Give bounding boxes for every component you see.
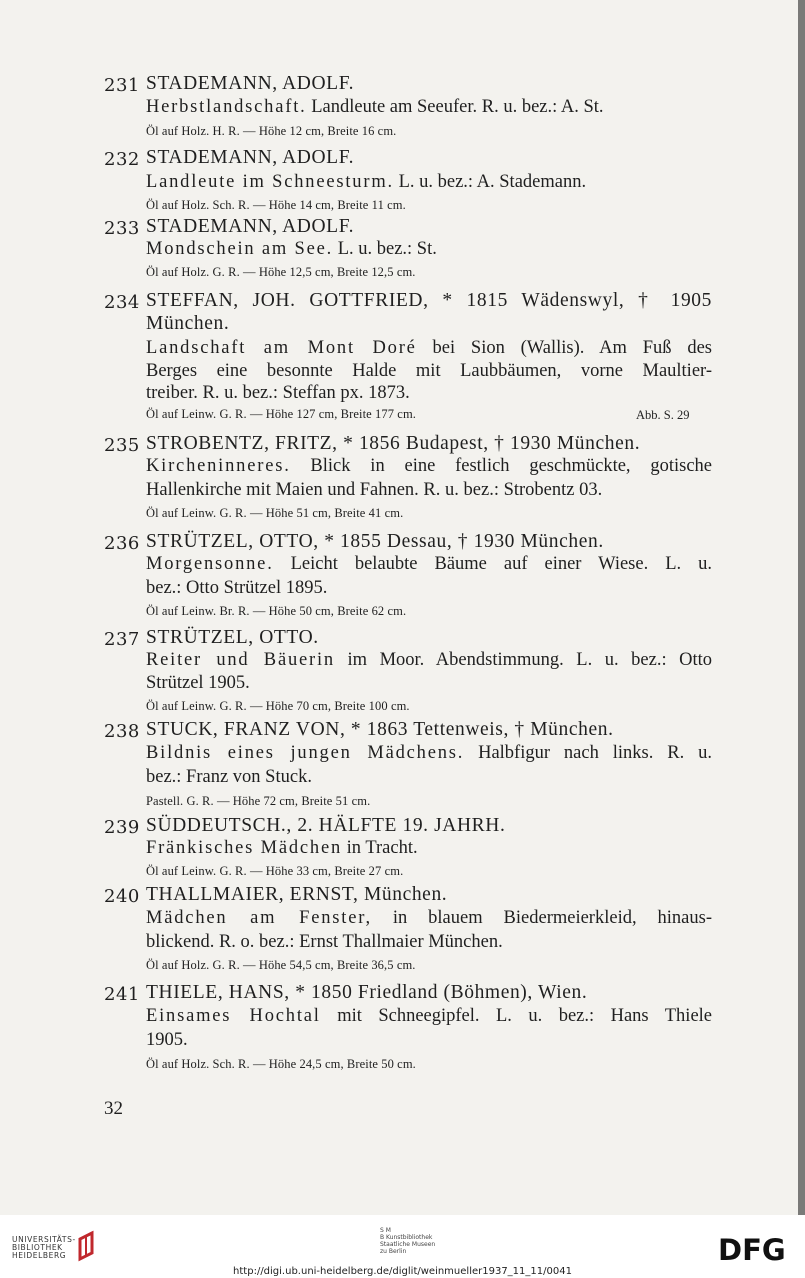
ub-heidelberg-logo-icon bbox=[72, 1229, 98, 1263]
artwork-title: Mädchen am Fenster, bbox=[146, 908, 372, 928]
entry-description-line bbox=[146, 383, 410, 404]
description-text: bez.: Franz von Stuck. bbox=[146, 767, 312, 787]
ub-heidelberg-label: UNIVERSITÄTS- BIBLIOTHEK HEIDELBERG bbox=[12, 1235, 76, 1260]
entry-description-line bbox=[146, 673, 250, 694]
entry-artist: THIELE, HANS, * 1850 Friedland (Böhmen), Wien. bbox=[146, 982, 588, 1003]
description-text: Strützel 1905. bbox=[146, 673, 250, 693]
entry-number: 234 bbox=[104, 292, 140, 313]
entry-description-line bbox=[146, 456, 712, 477]
description-text: Halbfigur nach links. R. u. bbox=[464, 743, 712, 763]
permalink-url[interactable]: http://digi.ub.uni-heidelberg.de/diglit/weinmueller1937_11_11/0041 bbox=[233, 1266, 572, 1277]
entry-artist: STADEMANN, ADOLF. bbox=[146, 216, 355, 237]
page-number: 32 bbox=[104, 1098, 123, 1119]
entry-description-line bbox=[146, 480, 602, 501]
artwork-title: Reiter und Bäuerin bbox=[146, 650, 335, 670]
entry-number: 233 bbox=[104, 218, 140, 239]
entry-artist: STRÜTZEL, OTTO. bbox=[146, 627, 319, 648]
entry-number: 239 bbox=[104, 817, 140, 838]
entry-description-line bbox=[146, 578, 327, 599]
entry-technique-dimensions: Öl auf Holz. Sch. R. — Höhe 14 cm, Breite 11 cm. bbox=[146, 198, 406, 212]
entry-number: 241 bbox=[104, 984, 140, 1005]
entry-artist: STROBENTZ, FRITZ, * 1856 Budapest, † 1930 München. bbox=[146, 433, 641, 454]
entry-artist: STADEMANN, ADOLF. bbox=[146, 73, 355, 94]
entry-technique-dimensions: Öl auf Holz. G. R. — Höhe 54,5 cm, Breite 36,5 cm. bbox=[146, 958, 416, 972]
entry-description-line bbox=[146, 932, 503, 953]
entry-description-line bbox=[146, 1030, 188, 1051]
description-text: Landleute am Seeufer. R. u. bez.: A. St. bbox=[306, 97, 604, 117]
entry-artist: SÜDDEUTSCH., 2. HÄLFTE 19. JAHRH. bbox=[146, 815, 506, 836]
artwork-title: Fränkisches Mädchen bbox=[146, 838, 343, 858]
description-text: bez.: Otto Strützel 1895. bbox=[146, 578, 328, 598]
description-text: Hallenkirche mit Maien und Fahnen. R. u. bez.: Strobentz 03. bbox=[146, 480, 603, 500]
entry-artist: STRÜTZEL, OTTO, * 1855 Dessau, † 1930 München. bbox=[146, 531, 604, 552]
entry-artist: STEFFAN, JOH. GOTTFRIED, * 1815 Wädenswyl, † 1905 bbox=[146, 290, 712, 311]
entry-artist: THALLMAIER, ERNST, München. bbox=[146, 884, 448, 905]
dfg-logo-icon bbox=[718, 1235, 794, 1263]
entry-number: 231 bbox=[104, 75, 140, 96]
artwork-title: Einsames Hochtal bbox=[146, 1006, 321, 1026]
entry-description-line bbox=[146, 97, 604, 118]
entry-artist-continued: München. bbox=[146, 313, 230, 334]
description-text: Leicht belaubte Bäume auf einer Wiese. L. u. bbox=[273, 554, 712, 574]
description-text: L. u. bez.: A. Stademann. bbox=[393, 172, 587, 192]
entry-technique-dimensions: Pastell. G. R. — Höhe 72 cm, Breite 51 cm. bbox=[146, 794, 371, 808]
description-text: mit Schneegipfel. L. u. bez.: Hans Thiele bbox=[320, 1006, 713, 1026]
smb-kunstbibliothek-label: S M B Kunstbibliothek Staatliche Museen zu Berlin bbox=[380, 1227, 436, 1255]
entry-description-line bbox=[146, 1006, 712, 1027]
entry-description-line bbox=[146, 838, 418, 859]
entry-description-line bbox=[146, 743, 712, 764]
description-text: in Tracht. bbox=[342, 838, 418, 858]
entry-number: 232 bbox=[104, 149, 140, 170]
artwork-title: Landschaft am Mont Doré bbox=[146, 338, 417, 358]
description-text: 1905. bbox=[146, 1030, 188, 1050]
artwork-title: Herbstlandschaft. bbox=[146, 97, 307, 117]
entry-artist: STUCK, FRANZ VON, * 1863 Tettenweis, † München. bbox=[146, 719, 614, 740]
description-text: in blauem Biedermeierkleid, hinaus- bbox=[371, 908, 712, 928]
entry-technique-dimensions: Öl auf Holz. Sch. R. — Höhe 24,5 cm, Breite 50 cm. bbox=[146, 1057, 416, 1071]
entry-technique-dimensions: Öl auf Holz. G. R. — Höhe 12,5 cm, Breite 12,5 cm. bbox=[146, 265, 416, 279]
description-text: L. u. bez.: St. bbox=[333, 239, 437, 259]
entry-description-line bbox=[146, 338, 712, 359]
entry-description-line bbox=[146, 361, 712, 382]
entry-technique-dimensions: Öl auf Leinw. Br. R. — Höhe 50 cm, Breite 62 cm. bbox=[146, 604, 407, 618]
description-text: im Moor. Abendstimmung. L. u. bez.: Otto bbox=[334, 650, 712, 670]
entry-description-line bbox=[146, 172, 586, 193]
illustration-reference: Abb. S. 29 bbox=[636, 408, 690, 422]
entry-number: 236 bbox=[104, 533, 140, 554]
entry-number: 238 bbox=[104, 721, 140, 742]
entry-technique-dimensions: Öl auf Leinw. G. R. — Höhe 51 cm, Breite 41 cm. bbox=[146, 506, 404, 520]
entry-artist: STADEMANN, ADOLF. bbox=[146, 147, 355, 168]
artwork-title: Morgensonne. bbox=[146, 554, 274, 574]
entry-description-line bbox=[146, 650, 712, 671]
entry-technique-dimensions: Öl auf Leinw. G. R. — Höhe 33 cm, Breite 27 cm. bbox=[146, 864, 404, 878]
description-text: bei Sion (Wallis). Am Fuß des bbox=[416, 338, 712, 358]
entry-description-line bbox=[146, 767, 312, 788]
entry-number: 235 bbox=[104, 435, 140, 456]
description-text: Berges eine besonnte Halde mit Laubbäumen, vorne Maultier- bbox=[146, 361, 712, 381]
artwork-title: Kircheninneres. bbox=[146, 456, 291, 476]
entry-number: 240 bbox=[104, 886, 140, 907]
entry-technique-dimensions: Öl auf Leinw. G. R. — Höhe 70 cm, Breite 100 cm. bbox=[146, 699, 410, 713]
artwork-title: Landleute im Schneesturm. bbox=[146, 172, 394, 192]
artwork-title: Mondschein am See. bbox=[146, 239, 334, 259]
artwork-title: Bildnis eines jungen Mädchens. bbox=[146, 743, 465, 763]
entry-description-line bbox=[146, 239, 437, 260]
entry-technique-dimensions: Öl auf Holz. H. R. — Höhe 12 cm, Breite 16 cm. bbox=[146, 124, 397, 138]
description-text: Blick in eine festlich geschmückte, gotische bbox=[290, 456, 712, 476]
svg-text:DFG: DFG bbox=[718, 1235, 786, 1263]
description-text: treiber. R. u. bez.: Steffan px. 1873. bbox=[146, 383, 410, 403]
entry-description-line bbox=[146, 554, 712, 575]
footer-bar bbox=[0, 1215, 805, 1278]
description-text: blickend. R. o. bez.: Ernst Thallmaier München. bbox=[146, 932, 503, 952]
entry-technique-dimensions: Öl auf Leinw. G. R. — Höhe 127 cm, Breite 177 cm. bbox=[146, 407, 417, 421]
entry-number: 237 bbox=[104, 629, 140, 650]
entry-description-line bbox=[146, 908, 712, 929]
